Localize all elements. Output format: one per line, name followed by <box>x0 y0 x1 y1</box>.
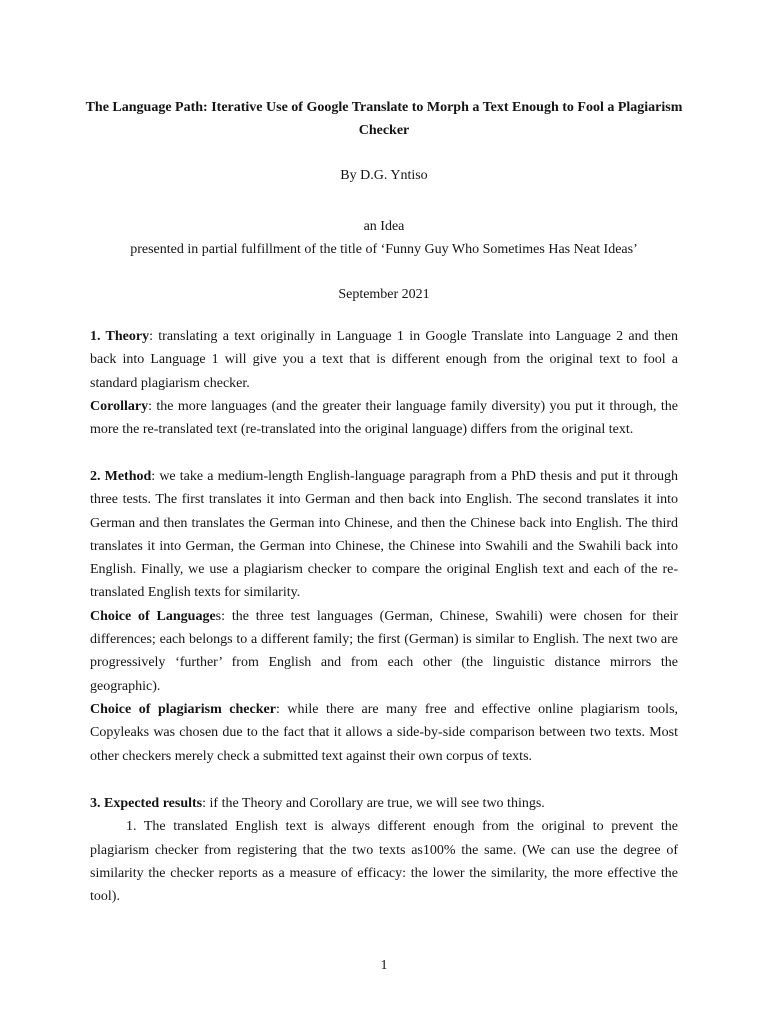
expected-text: : if the Theory and Corollary are true, we will see two things. <box>202 796 545 811</box>
method-paragraph <box>90 465 678 605</box>
theory-label: 1. Theory <box>90 329 150 344</box>
corollary-paragraph <box>90 395 678 442</box>
theory-paragraph <box>90 325 678 395</box>
expected-paragraph <box>90 792 678 815</box>
checker-label: Choice of plagiarism checker <box>90 701 276 717</box>
checker-paragraph <box>90 698 678 768</box>
languages-text: : the three test languages (German, Chinese, Swahili) were chosen for their differences; each belongs to a different family; the first (German) is similar to English. The next two are progressively ‘further’ from English and from each other (the linguistic distance mirrors the geographic). <box>90 608 679 694</box>
document-date: September 2021 <box>338 287 430 302</box>
idea-line: an Idea <box>363 219 405 234</box>
expected-label: 3. Expected results <box>90 796 203 811</box>
page-number: 1 <box>380 958 388 973</box>
presented-line: presented in partial fulfillment of the title of ‘Funny Guy Who Sometimes Has Neat Ideas’ <box>130 242 638 257</box>
section-method <box>90 465 678 768</box>
document-title: The Language Path: Iterative Use of Google Translate to Morph a Text Enough to Fool a Plagiarism Checker <box>85 100 683 138</box>
section-expected-results <box>90 792 678 908</box>
author-byline: By D.G. Yntiso <box>340 168 428 183</box>
theory-text: : translating a text originally in Language 1 in Google Translate into Language 2 and then back into Language 1 will give you a text that is different enough from the original text to fool a standard plagiarism checker. <box>90 329 678 391</box>
expected-item-1: 1. The translated English text is always different enough from the original to prevent the plagiarism checker from registering that the two texts as100% the same. (We can use the degree of similarity the checker reports as a measure of efficacy: the lower the similarity, the more effective the tool). <box>90 819 678 905</box>
section-theory <box>90 325 678 441</box>
languages-paragraph <box>90 605 678 698</box>
corollary-label: Corollary <box>90 398 149 414</box>
method-text: : we take a medium-length English-language paragraph from a PhD thesis and put it through three tests. The first translates it into German and then back into English. The second translates it into German and then translates the German into Chinese, and then the Chinese back into English. The third translates it into German, the German into Chinese, the Chinese into Swahili and the Swahili back into English. Finally, we use a plagiarism checker to compare the original English text and each of the re-translated English texts for similarity. <box>90 469 678 601</box>
languages-suffix: s <box>215 608 222 624</box>
method-label: 2. Method <box>90 469 152 484</box>
languages-label: Choice of Language <box>90 608 216 624</box>
checker-text: : while there are many free and effective online plagiarism tools, Copyleaks was chosen due to the fact that it allows a side-by-side comparison between two texts. Most other checkers merely check a submitted text against their own corpus of texts. <box>90 701 679 764</box>
corollary-text: : the more languages (and the greater their language family diversity) you put it through, the more the re-translated text (re-translated into the original language) differs from the original text. <box>90 398 678 438</box>
